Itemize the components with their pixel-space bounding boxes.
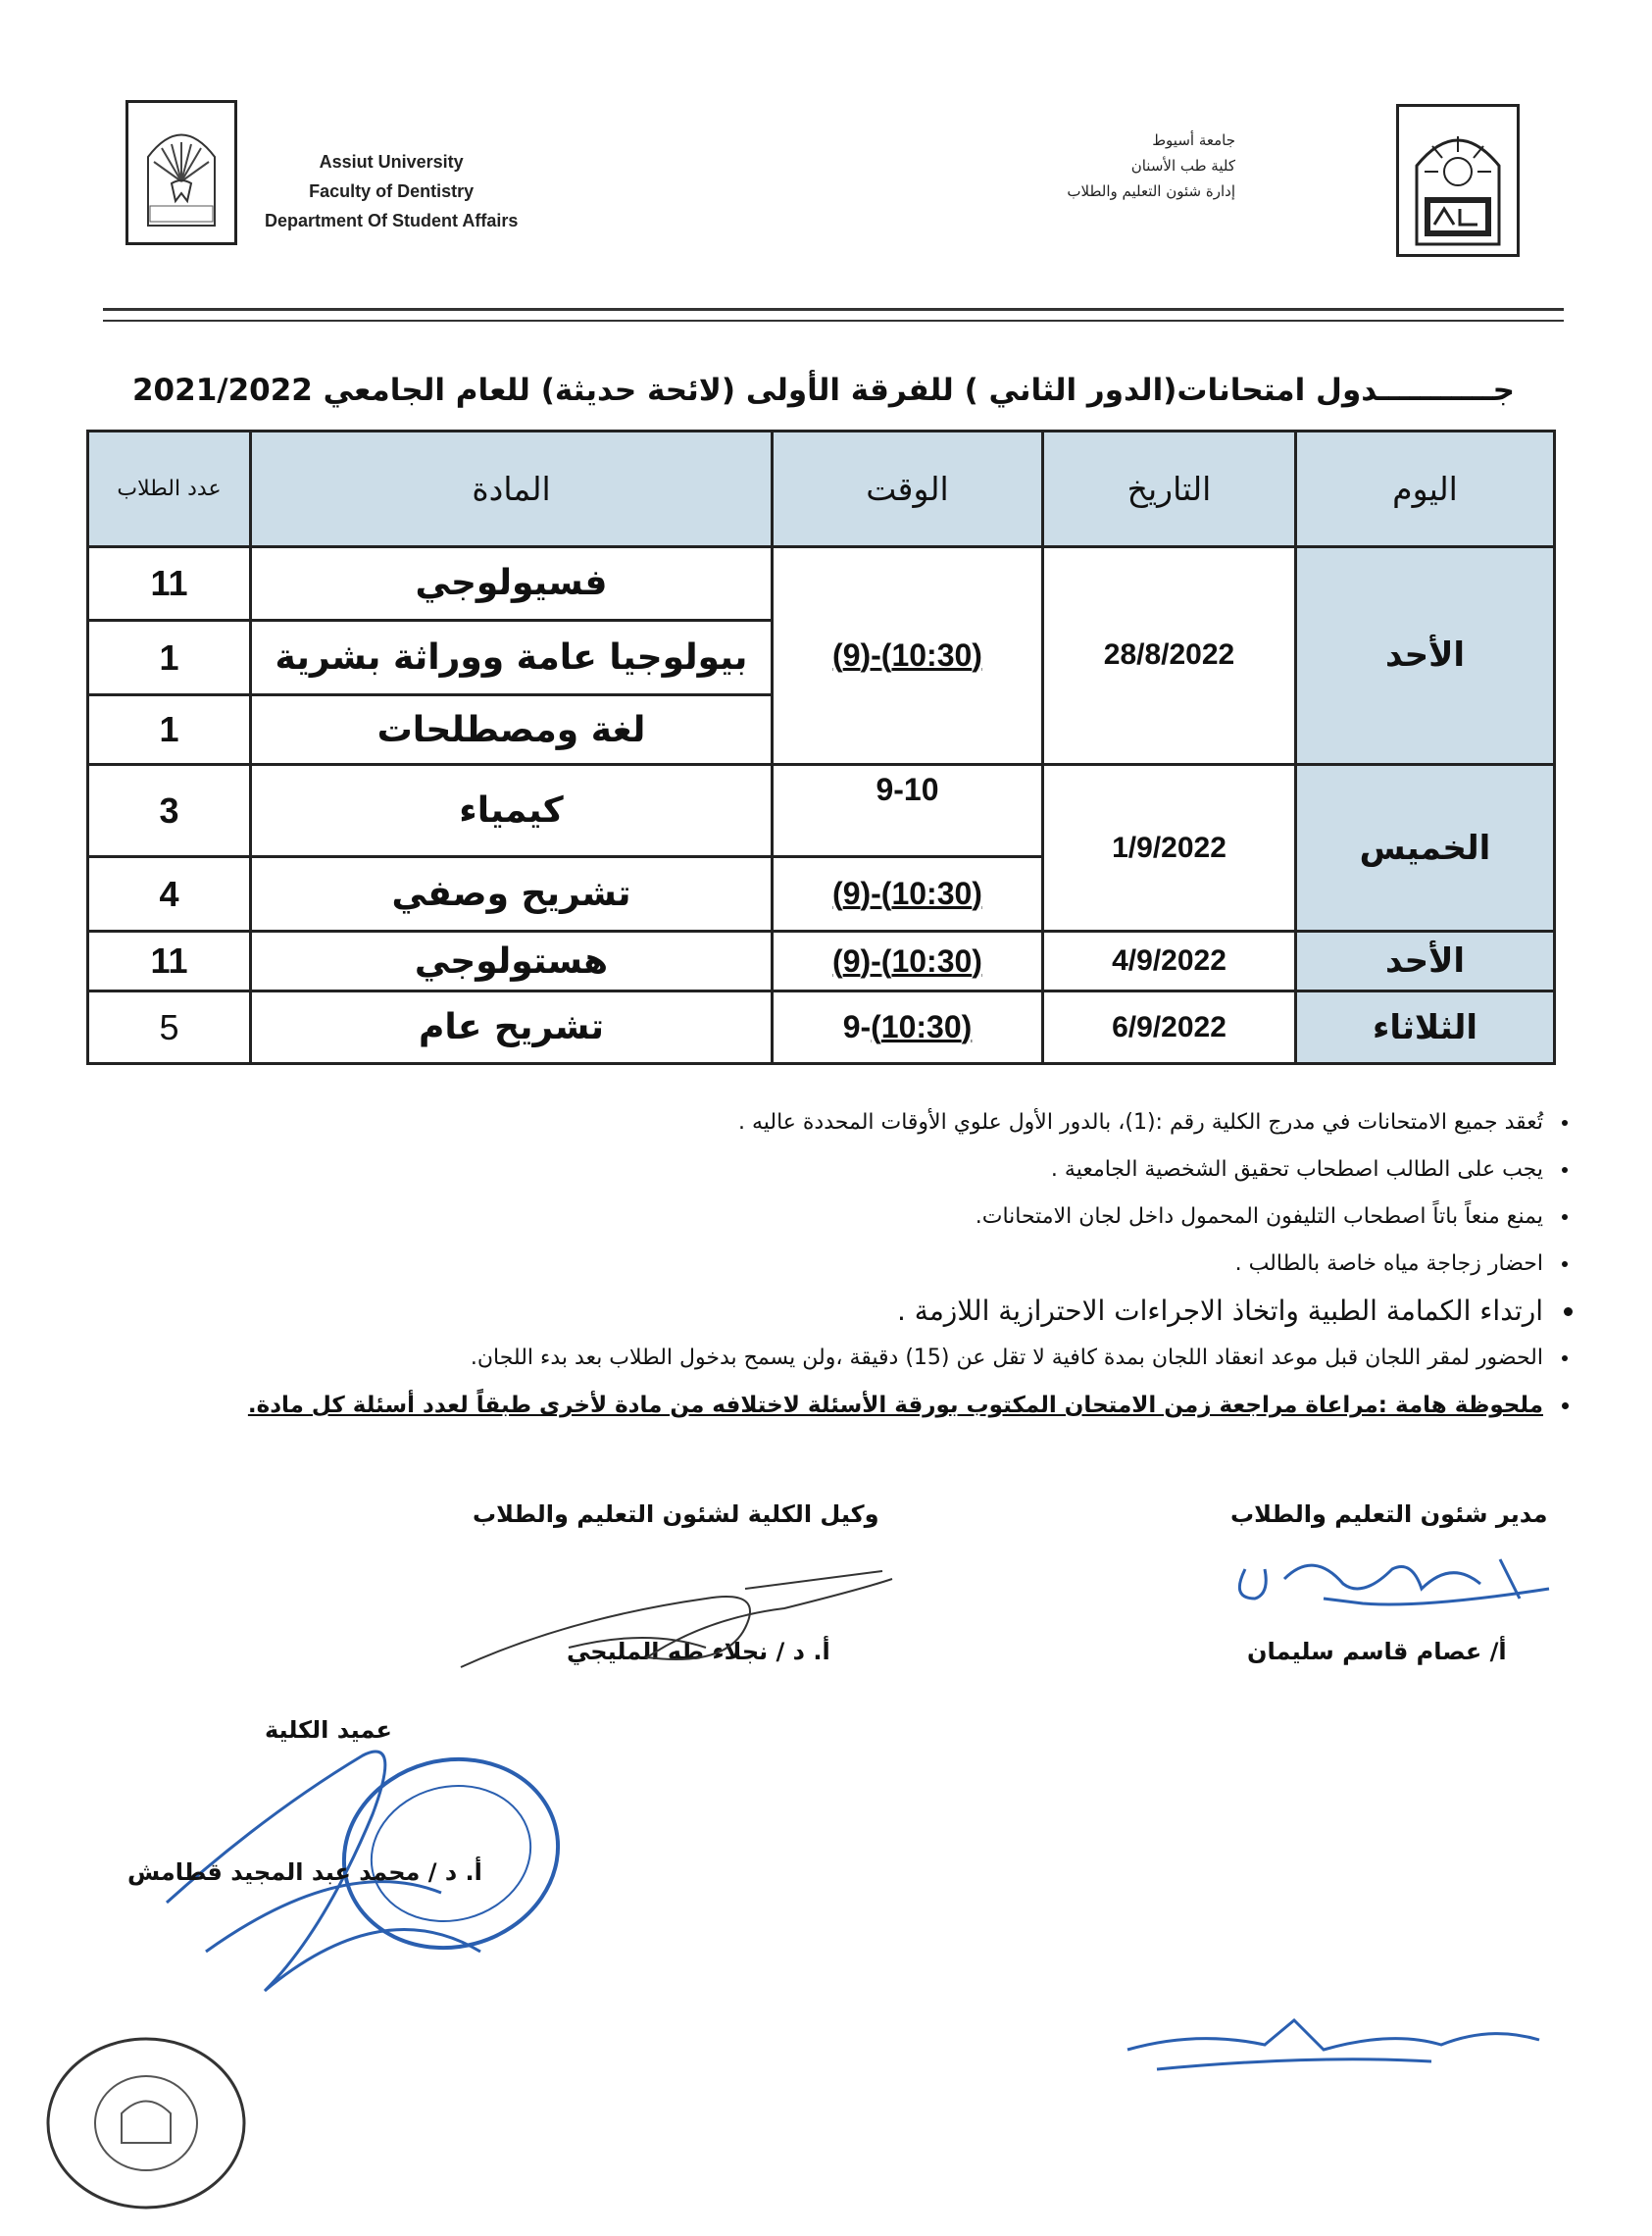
official-seal xyxy=(43,2035,249,2211)
subject-cell: تشريح عام xyxy=(251,991,773,1064)
notes-list xyxy=(147,1108,1588,1438)
time-end: (10:30) xyxy=(880,942,982,979)
subject-cell: تشريح وصفي xyxy=(251,857,773,932)
header-rule-bottom xyxy=(103,320,1564,322)
faculty-logo xyxy=(125,100,237,245)
director-name: أ/ عصام قاسم سليمان xyxy=(1247,1638,1507,1665)
date-cell: 4/9/2022 xyxy=(1043,932,1296,991)
vice-dean-signature xyxy=(451,1559,902,1687)
subject-cell: فسيولوجي xyxy=(251,546,773,621)
date-cell: 28/8/2022 xyxy=(1043,546,1296,765)
table-row xyxy=(88,546,1555,621)
university-logo xyxy=(1396,104,1520,257)
time-start: -(9) xyxy=(832,942,881,979)
subject-cell: كيمياء xyxy=(251,765,773,857)
time-cell xyxy=(773,546,1043,765)
time-end: (10:30) xyxy=(871,1009,973,1045)
subject-cell: لغة ومصطلحات xyxy=(251,694,773,765)
arabic-header-line: كلية طب الأسنان xyxy=(1130,157,1235,175)
subject-cell: هستولوجي xyxy=(251,932,773,991)
count-cell: 11 xyxy=(88,932,251,991)
note-item: • الحضور لمقر اللجان قبل موعد انعقاد اللجان بمدة كافية لا تقل عن (15) دقيقة ،ولن يسمح بدخول الطلاب بعد بدء اللجان. xyxy=(147,1344,1549,1373)
time-cell xyxy=(773,991,1043,1064)
header-date: التاريخ xyxy=(1043,432,1296,547)
time-end: (10:30) xyxy=(880,876,982,912)
bottom-signature xyxy=(1118,2001,1549,2079)
note-item: • تُعقد جميع الامتحانات في مدرج الكلية رقم :(1)، بالدور الأول علوي الأوقات المحددة عاليه . xyxy=(147,1108,1549,1138)
arabic-header xyxy=(990,127,1235,204)
time-cell xyxy=(773,857,1043,932)
count-cell: 11 xyxy=(88,546,251,621)
date-cell: 1/9/2022 xyxy=(1043,765,1296,932)
count-cell: 4 xyxy=(88,857,251,932)
header-count: عدد الطلاب xyxy=(88,432,251,547)
dean-title: عميد الكلية xyxy=(265,1716,392,1744)
count-cell: 3 xyxy=(88,765,251,857)
note-item: • يمنع منعاً باتاً اصطحاب التليفون المحمول داخل لجان الامتحانات. xyxy=(147,1202,1549,1232)
time-start: -(9) xyxy=(832,636,881,673)
note-item: • يجب على الطالب اصطحاب تحقيق الشخصية الجامعية . xyxy=(147,1155,1549,1185)
time-cell xyxy=(773,932,1043,991)
time-start: -9 xyxy=(842,1009,872,1045)
vice-dean-name: أ. د / نجلاء طه المليجي xyxy=(567,1638,830,1665)
table-row xyxy=(88,765,1555,857)
vice-dean-title: وكيل الكلية لشئون التعليم والطلاب xyxy=(473,1500,879,1528)
english-header-line: Department Of Student Affairs xyxy=(265,211,519,230)
date-cell: 6/9/2022 xyxy=(1043,991,1296,1064)
table-header-row xyxy=(88,432,1555,547)
table-row xyxy=(88,991,1555,1064)
dean-name: أ. د / محمد عبد المجيد قطامش xyxy=(127,1858,482,1886)
header-subject: المادة xyxy=(251,432,773,547)
table-row xyxy=(88,932,1555,991)
subject-cell: بيولوجيا عامة ووراثة بشرية xyxy=(251,621,773,695)
time-cell: 9-10 xyxy=(773,765,1043,857)
day-cell: الأحد xyxy=(1296,546,1555,765)
time-start: -(9) xyxy=(832,876,881,912)
director-title: مدير شئون التعليم والطلاب xyxy=(1230,1500,1548,1528)
day-cell: الأحد xyxy=(1296,932,1555,991)
note-item: • ارتداء الكمامة الطبية واتخاذ الاجراءات الاحترازية اللازمة . xyxy=(147,1296,1549,1326)
count-cell: 1 xyxy=(88,694,251,765)
arabic-header-line: إدارة شئون التعليم والطلاب xyxy=(1067,182,1235,200)
day-cell: الخميس xyxy=(1296,765,1555,932)
header-day: اليوم xyxy=(1296,432,1555,547)
english-header xyxy=(265,147,518,235)
count-cell: 1 xyxy=(88,621,251,695)
arabic-header-line: جامعة أسيوط xyxy=(1152,131,1235,149)
english-header-line: Faculty of Dentistry xyxy=(309,181,475,201)
header-rule-top xyxy=(103,308,1564,311)
director-signature xyxy=(1226,1530,1559,1628)
time-end: (10:30) xyxy=(880,636,982,673)
exam-schedule-table xyxy=(86,430,1556,1065)
important-note: • ملحوظة هامة :مراعاة مراجعة زمن الامتحان المكتوب بورقة الأسئلة لاختلافه من مادة لأخرى طبقاً لعدد أسئلة كل مادة. xyxy=(147,1391,1549,1420)
english-header-line: Assiut University xyxy=(319,152,464,172)
day-cell: الثلاثاء xyxy=(1296,991,1555,1064)
count-cell: 5 xyxy=(88,991,251,1064)
schedule-title: جـــــــــــدول امتحانات(الدور الثاني ) للفرقة الأولى (لائحة حديثة) للعام الجامعي 2021/2022 xyxy=(131,373,1516,408)
header-time: الوقت xyxy=(773,432,1043,547)
note-item: • احضار زجاجة مياه خاصة بالطالب . xyxy=(147,1249,1549,1279)
